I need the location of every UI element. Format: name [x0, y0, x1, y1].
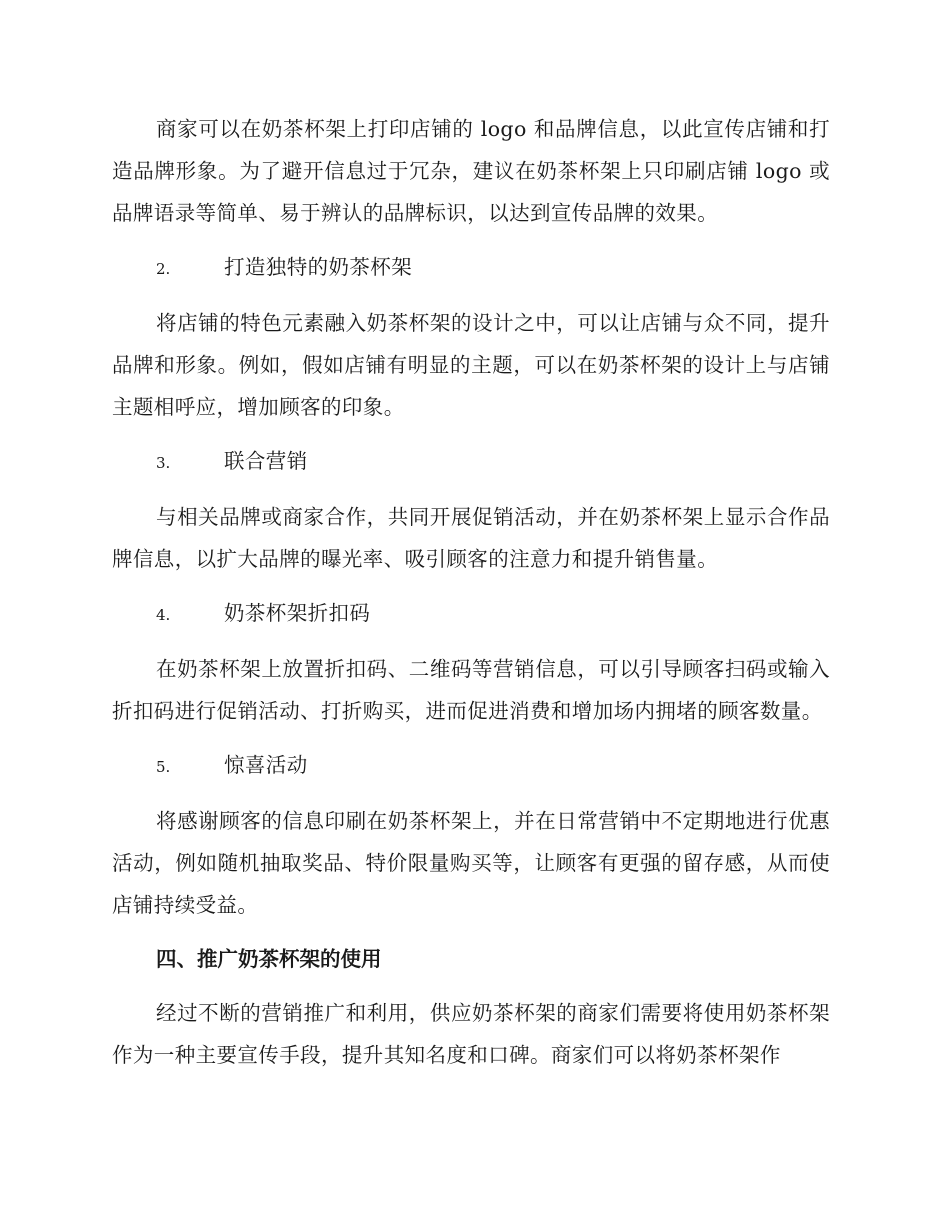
paragraph-item-3: 与相关品牌或商家合作，共同开展促销活动，并在奶茶杯架上显示合作品牌信息，以扩大品牌的曝光率、吸引顾客的注意力和提升销售量。 [112, 505, 830, 571]
paragraph-item-4: 在奶茶杯架上放置折扣码、二维码等营销信息，可以引导顾客扫码或输入折扣码进行促销活动、打折购买，进而促进消费和增加场内拥堵的顾客数量。 [112, 657, 830, 723]
list-title: 惊喜活动 [224, 753, 308, 777]
list-title: 打造独特的奶茶杯架 [224, 255, 413, 279]
list-item-3 [112, 440, 830, 484]
list-number: 4. [156, 606, 171, 624]
section-heading: 四、推广奶茶杯架的使用 [156, 947, 382, 971]
list-item-5 [112, 744, 830, 788]
list-item-2 [112, 246, 830, 290]
list-title: 联合营销 [224, 449, 308, 473]
list-number: 2. [156, 260, 171, 278]
list-item-4 [112, 592, 830, 636]
list-title: 奶茶杯架折扣码 [224, 601, 371, 625]
paragraph-intro: 商家可以在奶茶杯架上打印店铺的 logo 和品牌信息，以此宣传店铺和打造品牌形象。为了避开信息过于冗杂，建议在奶茶杯架上只印刷店铺 logo 或品牌语录等简单、易于辨认的品牌标识，以达到宣传品牌的效果。 [112, 117, 830, 225]
list-number: 5. [156, 758, 171, 776]
paragraph-item-2: 将店铺的特色元素融入奶茶杯架的设计之中，可以让店铺与众不同，提升品牌和形象。例如，假如店铺有明显的主题，可以在奶茶杯架的设计上与店铺主题相呼应，增加顾客的印象。 [112, 311, 830, 419]
list-number: 3. [156, 454, 171, 472]
document-page [112, 108, 830, 1088]
paragraph-item-5: 将感谢顾客的信息印刷在奶茶杯架上，并在日常营销中不定期地进行优惠活动，例如随机抽取奖品、特价限量购买等，让顾客有更强的留存感，从而使店铺持续受益。 [112, 809, 830, 917]
paragraph-last: 经过不断的营销推广和利用，供应奶茶杯架的商家们需要将使用奶茶杯架作为一种主要宣传手段，提升其知名度和口碑。商家们可以将奶茶杯架作 [112, 1001, 830, 1067]
